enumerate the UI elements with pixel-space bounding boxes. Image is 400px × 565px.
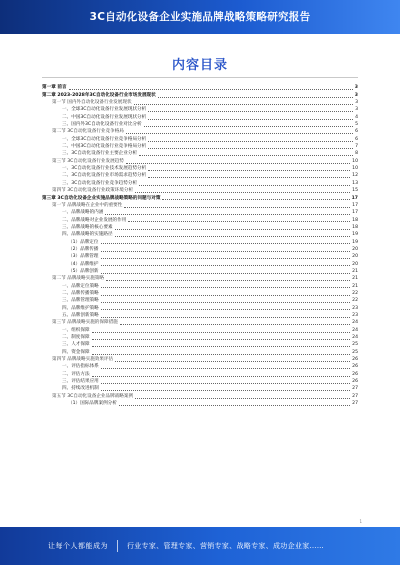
- toc-subsection-row[interactable]: [42, 370, 358, 377]
- toc-entry-label: （1）国际品牌案例分析: [68, 401, 117, 407]
- title-divider: [42, 77, 358, 78]
- toc-subsection-row[interactable]: [42, 290, 358, 297]
- toc-page-number: 3: [355, 100, 358, 106]
- toc-leader-dots: [101, 302, 350, 303]
- toc-page-number: 5: [355, 122, 358, 128]
- toc-page-number: 17: [352, 210, 358, 216]
- toc-page-number: 24: [352, 320, 358, 326]
- toc-entry-label: （2）品牌传播: [68, 246, 99, 252]
- toc-leader-dots: [139, 155, 353, 156]
- toc-leader-dots: [92, 346, 351, 347]
- toc-page-number: 19: [352, 239, 358, 245]
- toc-page-number: 3: [354, 92, 358, 98]
- footer-divider: [117, 540, 118, 552]
- toc-page-number: 26: [352, 357, 358, 363]
- toc-entry-label: 五、品牌创新策略: [62, 313, 99, 318]
- toc-page-number: 7: [355, 144, 358, 150]
- toc-entry-label: 四、资金保障: [62, 349, 90, 355]
- page-number: 1: [359, 519, 362, 524]
- toc-leader-dots: [162, 199, 349, 200]
- toc-subsection-row[interactable]: [42, 135, 358, 142]
- toc-entry-label: （4）品牌维护: [68, 261, 99, 267]
- toc-subsection-row[interactable]: [42, 238, 358, 245]
- toc-subsection-row[interactable]: [42, 231, 358, 238]
- toc-page-number: 20: [352, 261, 358, 267]
- footer-slogan-right: 行业专家、管理专家、营销专家、战略专家、成功企业家……: [127, 542, 325, 550]
- report-header: [0, 0, 400, 34]
- toc-leader-dots: [92, 332, 351, 333]
- toc-subsection-row[interactable]: [42, 363, 358, 370]
- toc-subsection-row[interactable]: [42, 326, 358, 333]
- toc-entry-label: 二、制度保障: [62, 335, 90, 341]
- toc-leader-dots: [101, 390, 350, 391]
- toc-leader-dots: [124, 207, 350, 208]
- toc-subsection-row[interactable]: [42, 260, 358, 267]
- toc-entry-label: （5）品牌创新: [68, 268, 99, 274]
- toc-page-number: 10: [352, 158, 358, 164]
- toc-leader-dots: [148, 148, 353, 149]
- toc-subsection-row[interactable]: [42, 348, 358, 355]
- toc-entry-label: 第一节 品牌战略在企业中的重要性: [52, 202, 123, 208]
- toc-subsection-row[interactable]: [42, 304, 358, 311]
- toc-entry-label: 三、人才保障: [62, 342, 90, 348]
- toc-subsection-row[interactable]: [42, 400, 358, 407]
- toc-page-number: 17: [351, 195, 358, 201]
- toc-entry-label: 第五节 3C自动化设备企业品牌战略案例: [52, 393, 134, 399]
- toc-leader-dots: [101, 368, 350, 369]
- toc-subsection-row[interactable]: [42, 268, 358, 275]
- toc-section-row[interactable]: [42, 392, 358, 399]
- toc-page-number: 13: [352, 180, 358, 186]
- toc-page-number: 25: [352, 349, 358, 355]
- toc-leader-dots: [128, 221, 350, 222]
- report-title: 3C自动化设备企业实施品牌战略策略研究报告: [89, 11, 311, 23]
- toc-entry-label: 三、品牌战略的核心要素: [62, 224, 113, 230]
- toc-entry-label: 二、中国3C自动化设备行业发展现状分析: [62, 114, 147, 120]
- toc-leader-dots: [120, 324, 350, 325]
- toc-page-number: 18: [352, 224, 358, 230]
- toc-entry-label: 三、评估结果应用: [62, 379, 99, 385]
- toc-subsection-row[interactable]: [42, 113, 358, 120]
- toc-subsection-row[interactable]: [42, 121, 358, 128]
- toc-section-row[interactable]: [42, 128, 358, 135]
- toc-page-number: 21: [352, 283, 358, 289]
- toc-subsection-row[interactable]: [42, 172, 358, 179]
- toc-chapter-row[interactable]: [42, 194, 358, 201]
- toc-leader-dots: [101, 265, 351, 266]
- toc-leader-dots: [148, 177, 350, 178]
- toc-leader-dots: [115, 236, 351, 237]
- toc-page-number: 17: [352, 202, 358, 208]
- toc-entry-label: 一、品牌定位策略: [62, 283, 99, 289]
- toc-leader-dots: [101, 258, 351, 259]
- toc-subsection-row[interactable]: [42, 209, 358, 216]
- toc-leader-dots: [106, 280, 350, 281]
- toc-leader-dots: [101, 243, 351, 244]
- toc-entry-label: 四、品牌维护策略: [62, 305, 99, 311]
- toc-subsection-row[interactable]: [42, 224, 358, 231]
- toc-leader-dots: [126, 163, 350, 164]
- toc-section-row[interactable]: [42, 356, 358, 363]
- toc-subsection-row[interactable]: [42, 378, 358, 385]
- toc-leader-dots: [148, 141, 353, 142]
- toc-entry-label: 三、3C自动化设备行业主要企业分析: [62, 151, 138, 157]
- toc-page-number: 4: [355, 114, 358, 120]
- toc-entry-label: 二、品牌传播策略: [62, 290, 99, 296]
- toc-leader-dots: [119, 405, 350, 406]
- toc-entry-label: 第二节 品牌战略实施策略: [52, 276, 104, 282]
- toc-entry-label: 一、3C自动化设备行业技术发展趋势分析: [62, 166, 147, 172]
- toc-entry-label: 一、组织保障: [62, 327, 90, 333]
- toc-page-number: 18: [352, 217, 358, 223]
- toc-page-number: 21: [352, 268, 358, 274]
- toc-page-number: 27: [352, 386, 358, 392]
- toc-entry-label: 二、3C自动化设备行业市场需求趋势分析: [62, 173, 147, 179]
- toc-entry-label: 三、3C自动化设备行业竞争趋势分析: [62, 180, 138, 186]
- toc-leader-dots: [105, 214, 350, 215]
- toc-leader-dots: [101, 295, 350, 296]
- toc-leader-dots: [69, 89, 353, 90]
- toc-leader-dots: [101, 317, 350, 318]
- toc-section-row[interactable]: [42, 202, 358, 209]
- toc-entry-label: 三、品牌管理策略: [62, 298, 99, 304]
- toc-leader-dots: [135, 192, 350, 193]
- toc-leader-dots: [92, 376, 351, 377]
- toc-entry-label: 一、全球3C自动化设备行业发展现状分析: [62, 107, 147, 113]
- toc-entry-label: （1）品牌定位: [68, 239, 99, 245]
- toc-leader-dots: [92, 354, 351, 355]
- toc-leader-dots: [148, 170, 350, 171]
- toc-leader-dots: [101, 309, 350, 310]
- toc-page-number: 15: [352, 188, 358, 194]
- toc-chapter-row[interactable]: [42, 84, 358, 91]
- toc-subsection-row[interactable]: [42, 253, 358, 260]
- toc-section-row[interactable]: [42, 99, 358, 106]
- toc-leader-dots: [148, 111, 353, 112]
- toc-entry-label: 第三节 品牌战略实施的保障措施: [52, 320, 118, 326]
- toc-leader-dots: [126, 133, 353, 134]
- toc-entry-label: 二、评估方法: [62, 371, 90, 377]
- table-of-contents: [42, 84, 358, 514]
- toc-page-number: 23: [352, 313, 358, 318]
- toc-subsection-row[interactable]: [42, 246, 358, 253]
- toc-leader-dots: [158, 97, 353, 98]
- toc-leader-dots: [101, 273, 351, 274]
- toc-leader-dots: [135, 398, 350, 399]
- toc-subsection-row[interactable]: [42, 106, 358, 113]
- toc-page-number: 19: [352, 232, 358, 238]
- toc-page-number: 22: [352, 298, 358, 304]
- toc-leader-dots: [101, 251, 351, 252]
- toc-section-row[interactable]: [42, 275, 358, 282]
- toc-entry-label: 第一节 国内外自动化设备行业发展现状: [52, 100, 132, 106]
- toc-page-number: 26: [352, 371, 358, 377]
- toc-entry-label: 四、持续改进机制: [62, 386, 99, 392]
- toc-entry-label: 第二章 2023-2028年3C自动化设备行业市场发展现状: [42, 92, 156, 98]
- toc-entry-label: 一、全球3C自动化设备行业竞争格局分析: [62, 136, 147, 142]
- toc-entry-label: 第三节 3C自动化设备行业发展趋势: [52, 158, 124, 164]
- toc-leader-dots: [92, 339, 351, 340]
- toc-subsection-row[interactable]: [42, 282, 358, 289]
- toc-entry-label: 第三章 3C自动化设备企业实施品牌战略策略的问题与对策: [42, 195, 161, 201]
- toc-page-number: 27: [352, 401, 358, 407]
- toc-entry-label: 三、国内外3C自动化设备行业对比分析: [62, 122, 142, 128]
- toc-entry-label: 四、品牌战略的实施路径: [62, 232, 113, 238]
- toc-section-row[interactable]: [42, 157, 358, 164]
- toc-leader-dots: [101, 383, 350, 384]
- toc-page-number: 24: [352, 327, 358, 333]
- toc-page-number: 26: [352, 379, 358, 385]
- toc-entry-label: 第四节 3C自动化设备行业政策环境分析: [52, 188, 134, 194]
- toc-leader-dots: [139, 185, 350, 186]
- toc-page-number: 3: [355, 107, 358, 113]
- toc-leader-dots: [115, 361, 350, 362]
- toc-entry-label: 二、中国3C自动化设备行业竞争格局分析: [62, 144, 147, 150]
- toc-page-number: 26: [352, 364, 358, 370]
- toc-page-number: 24: [352, 335, 358, 341]
- toc-subsection-row[interactable]: [42, 179, 358, 186]
- toc-page-number: 6: [355, 136, 358, 142]
- toc-page-number: 23: [352, 305, 358, 311]
- toc-subsection-row[interactable]: [42, 341, 358, 348]
- toc-leader-dots: [148, 119, 353, 120]
- toc-leader-dots: [101, 287, 350, 288]
- toc-entry-label: （3）品牌管理: [68, 254, 99, 260]
- toc-subsection-row[interactable]: [42, 385, 358, 392]
- toc-page-number: 21: [352, 276, 358, 282]
- toc-page-number: 20: [352, 246, 358, 252]
- footer-slogan-left: 让每个人都能成为: [48, 542, 108, 550]
- toc-entry-label: 第四节 品牌战略实施效果评估: [52, 357, 114, 363]
- toc-subsection-row[interactable]: [42, 165, 358, 172]
- toc-subsection-row[interactable]: [42, 143, 358, 150]
- toc-subsection-row[interactable]: [42, 334, 358, 341]
- toc-leader-dots: [144, 126, 353, 127]
- toc-page-number: 12: [352, 173, 358, 179]
- toc-section-row[interactable]: [42, 187, 358, 194]
- toc-subsection-row[interactable]: [42, 150, 358, 157]
- toc-entry-label: 第一章 前言: [42, 85, 67, 91]
- toc-title: 内容目录: [171, 58, 228, 73]
- toc-subsection-row[interactable]: [42, 216, 358, 223]
- toc-chapter-row[interactable]: [42, 91, 358, 98]
- toc-leader-dots: [134, 104, 354, 105]
- toc-leader-dots: [115, 229, 351, 230]
- footer-banner: [0, 527, 400, 565]
- toc-page-number: 20: [352, 254, 358, 260]
- toc-entry-label: 二、品牌战略对企业发展的作用: [62, 217, 127, 223]
- toc-subsection-row[interactable]: [42, 297, 358, 304]
- toc-page-number: 22: [352, 290, 358, 296]
- toc-entry-label: 第二节 3C自动化设备行业竞争格局: [52, 129, 124, 135]
- toc-entry-label: 一、品牌战略的内涵: [62, 210, 104, 216]
- toc-entry-label: 一、评估指标体系: [62, 364, 99, 370]
- toc-section-row[interactable]: [42, 319, 358, 326]
- toc-page-number: 27: [352, 393, 358, 399]
- toc-page-number: 8: [355, 151, 358, 157]
- toc-page-number: 6: [355, 129, 358, 135]
- toc-page-number: 3: [354, 85, 358, 91]
- toc-page-number: 25: [352, 342, 358, 348]
- toc-subsection-row[interactable]: [42, 312, 358, 319]
- toc-page-number: 10: [352, 166, 358, 172]
